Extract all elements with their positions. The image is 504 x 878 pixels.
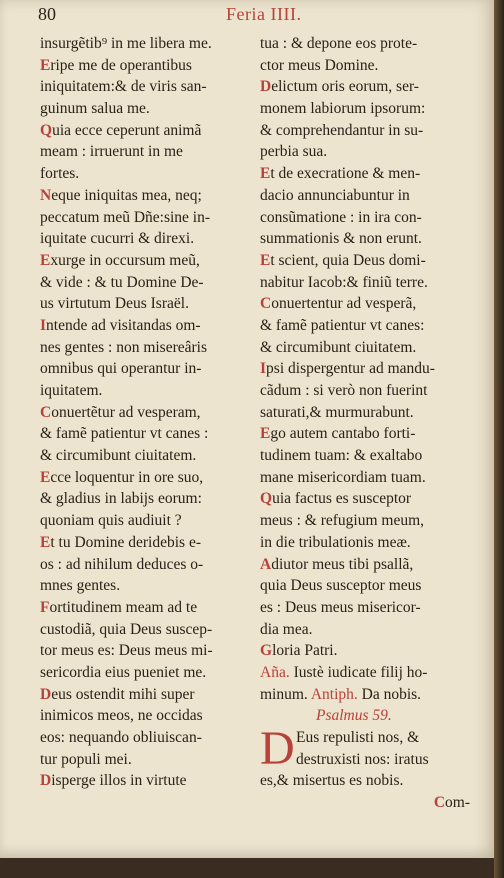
antiphon-text: Iustè iudicate filij ho- [293, 663, 428, 681]
verse-line: destruxisti nos: iratus [296, 750, 429, 768]
verse-line: Et de execratione & men- [260, 165, 421, 183]
verse-line: mnes gentes. [40, 577, 121, 595]
antiphon-line: minum. Antiph. Da nobis. [260, 685, 422, 703]
left-column [40, 33, 256, 792]
verse-line: Ipsi dispergentur ad mandu- [260, 360, 435, 378]
psalm-opening [260, 722, 474, 792]
verse-line: tua : & depone eos prote- [260, 35, 418, 52]
verse-line: nes gentes : non misereâris [40, 338, 208, 356]
verse-line: perbia sua. [260, 143, 328, 161]
verse-line: iquitate cucurri & direxi. [40, 230, 195, 248]
verse-line: & comprehendantur in su- [260, 121, 424, 139]
verse-line: es : Deus meus misericor- [260, 598, 421, 616]
verse-line: & circumibunt ciuitatem. [40, 447, 197, 465]
drop-cap: D [260, 722, 295, 775]
verse-line: fortes. [40, 165, 80, 183]
verse-line: Eripe me de operantibus [40, 56, 192, 74]
verse-line: Intende ad visitandas om- [40, 316, 201, 334]
verse-line: peccatum meũ Dñe:sine in- [40, 208, 211, 226]
verse-line: Exurge in occursum meũ, [40, 251, 200, 269]
verse-line: Ecce loquentur in ore suo, [40, 468, 204, 486]
page-number: 80 [38, 4, 56, 24]
verse-line: & famẽ patientur vt canes : [40, 425, 209, 443]
verse-line: us virtutum Deus Israël. [40, 295, 189, 313]
verse-line: es,& misertus es nobis. [260, 772, 404, 790]
verse-line: tudinem tuam: & exaltabo [260, 447, 423, 465]
verse-line: Et tu Domine deridebis e- [40, 533, 201, 551]
right-column [260, 33, 474, 814]
verse-line: Gloria Patri. [260, 642, 338, 660]
verse-line: & famẽ patientur vt canes: [260, 316, 425, 334]
verse-line: inimicos meos, ne occidas [40, 707, 203, 725]
verse-line: in die tribulationis meæ. [260, 533, 411, 551]
verse-line: meus : & refugium meum, [260, 512, 425, 530]
verse-line: & gladius in labijs eorum: [40, 490, 202, 508]
verse-line: quoniam quis audiuit ? [40, 512, 182, 530]
verse-line: & circumibunt ciuitatem. [260, 338, 417, 356]
antiphon-label: Aña. [260, 663, 290, 681]
verse-line: iniquitatem:& de viris san- [40, 78, 207, 96]
verse-line: summationis & non erunt. [260, 230, 422, 248]
verse-line: Quia factus es susceptor [260, 490, 412, 508]
verse-line: quia Deus susceptor meus [260, 577, 422, 595]
verse-line: Adiutor meus tibi psallã, [260, 555, 414, 573]
verse-line: Conuertentur ad vesperã, [260, 295, 417, 313]
verse-line: Conuertẽtur ad vesperam, [40, 403, 201, 421]
verse-line: tur populi mei. [40, 750, 132, 768]
verse-line: insurgẽtib⁹ in me libera me. [40, 35, 212, 52]
verse-line: os : ad nihilum deduces o- [40, 555, 204, 573]
verse-line: eos: nequando obliuiscan- [40, 729, 202, 746]
verse-line: Deus ostendit mihi super [40, 685, 195, 703]
verse-line: meam : irruerunt in me [40, 143, 183, 161]
verse-line: dacio annunciabuntur in [260, 186, 410, 204]
verse-line: Et scient, quia Deus domi- [260, 251, 426, 269]
book-edge [494, 0, 504, 878]
verse-line: guinum salua me. [40, 100, 150, 118]
running-head: Feria IIII. [226, 4, 302, 24]
verse-line: iquitatem. [40, 382, 103, 399]
verse-line: dia mea. [260, 620, 313, 638]
verse-line: mane misericordiam tuam. [260, 468, 426, 486]
verse-line: Ego autem cantabo forti- [260, 425, 416, 443]
verse-line: Neque iniquitas mea, neq; [40, 186, 202, 204]
antiphon-line [260, 662, 474, 684]
verse-line: consũmatione : in ira con- [260, 208, 422, 226]
verse-line: custodiã, quia Deus suscep- [40, 620, 213, 638]
verse-line: & vide : & tu Domine De- [40, 273, 204, 291]
verse-line: ctor meus Domine. [260, 56, 379, 74]
verse-line: Delictum oris eorum, ser- [260, 78, 419, 96]
verse-line: monem labiorum ipsorum: [260, 100, 426, 118]
psalm-title: Psalmus 59. [316, 707, 392, 725]
verse-line: tor meus es: Deus meus mi- [40, 642, 213, 660]
catchword: Com- [433, 794, 470, 812]
verse-line: Eus repulisti nos, & [296, 729, 420, 746]
page-header [0, 4, 494, 28]
verse-line: Disperge illos in virtute [40, 772, 187, 790]
verse-line: cãdum : si verò non fuerint [260, 382, 428, 399]
verse-line: sericordia eius pueniet me. [40, 663, 207, 681]
verse-line: nabitur Iacob:& finiũ terre. [260, 273, 428, 291]
verse-line: Fortitudinem meam ad te [40, 598, 198, 616]
antiphon-label-2: Antiph. [310, 685, 358, 703]
verse-line: Quia ecce ceperunt animã [40, 121, 202, 139]
verse-line: omnibus qui operantur in- [40, 360, 202, 378]
verse-line: saturati,& murmurabunt. [260, 403, 414, 421]
